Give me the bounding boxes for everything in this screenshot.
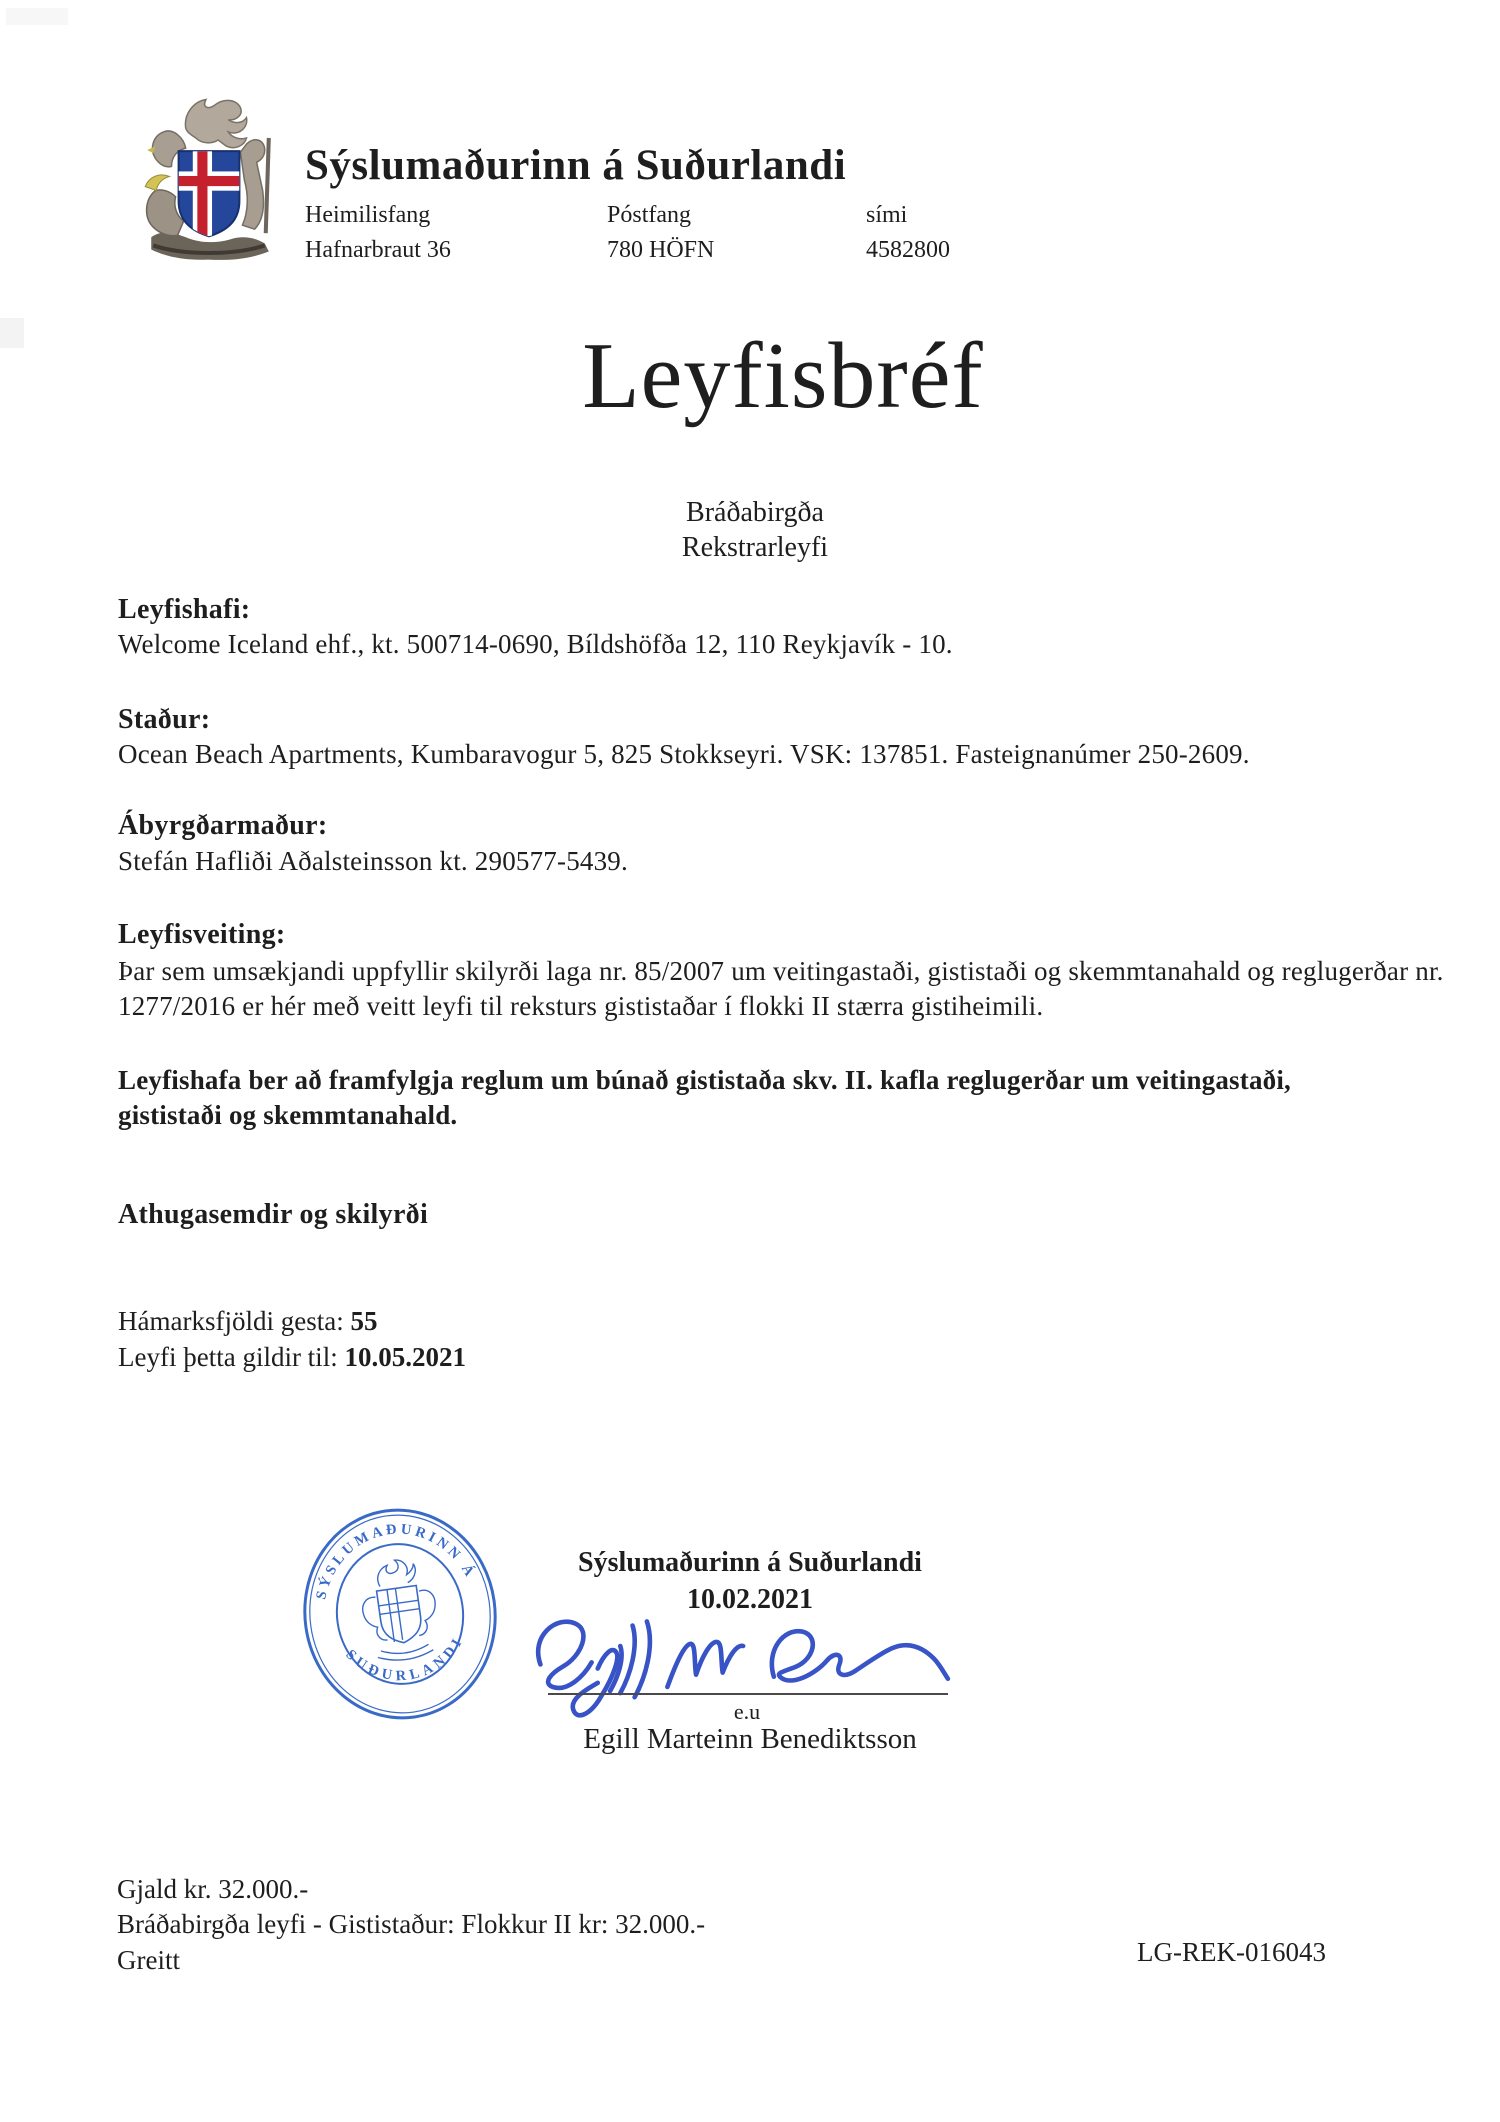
phone-value: 4582800 bbox=[866, 237, 950, 263]
section-heading-remarks: Athugasemdir og skilyrði bbox=[118, 1199, 429, 1230]
reference-number: LG-REK-016043 bbox=[1137, 1937, 1326, 1967]
stamp-top-text: SÝSLUMAÐURINN Á bbox=[313, 1521, 479, 1602]
address-label: Heimilisfang bbox=[305, 202, 431, 228]
licensee-text: Welcome Iceland ehf., kt. 500714-0690, Bíldshöfða 12, 110 Reykjavík - 10. bbox=[118, 629, 953, 659]
subtitle-line1: Bráðabirgða bbox=[686, 497, 824, 528]
section-heading-grant: Leyfisveiting: bbox=[118, 919, 286, 950]
location-text: Ocean Beach Apartments, Kumbaravogur 5, 825 Stokkseyri. VSK: 137851. Fasteignanúmer 250-2609. bbox=[118, 739, 1250, 769]
section-heading-responsible: Ábyrgðarmaður: bbox=[118, 810, 328, 841]
valid-until-label: Leyfi þetta gildir til: bbox=[118, 1342, 345, 1372]
section-heading-licensee: Leyfishafi: bbox=[118, 594, 251, 625]
section-heading-location: Staður: bbox=[118, 704, 211, 735]
responsible-text: Stefán Hafliði Aðalsteinsson kt. 290577-5439. bbox=[118, 846, 628, 876]
svg-text:SUÐURLANDI bbox=[341, 1631, 472, 1693]
signatory-name: Egill Marteinn Benediktsson bbox=[583, 1723, 917, 1755]
address-value: Hafnarbraut 36 bbox=[305, 237, 451, 263]
signature-date: 10.02.2021 bbox=[687, 1584, 813, 1615]
phone-label: sími bbox=[866, 202, 908, 228]
document-title: Leyfisbréf bbox=[582, 324, 984, 428]
limits-block bbox=[118, 1303, 466, 1375]
paid-status: Greitt bbox=[117, 1945, 180, 1975]
valid-until-value: 10.05.2021 bbox=[344, 1342, 466, 1372]
valid-until-line bbox=[118, 1339, 466, 1375]
license-type-line: Bráðabirgða leyfi - Gististaður: Flokkur II kr: 32.000.- bbox=[117, 1909, 706, 1939]
subtitle-line2: Rekstrarleyfi bbox=[681, 532, 829, 563]
max-guests-value: 55 bbox=[350, 1306, 378, 1336]
max-guests-label: Hámarksfjöldi gesta: bbox=[118, 1306, 351, 1336]
scan-artifact bbox=[6, 8, 68, 25]
org-name: Sýslumaðurinn á Suðurlandi bbox=[305, 142, 847, 189]
stamp-bottom-text: SUÐURLANDI bbox=[342, 1632, 468, 1685]
signature-line bbox=[548, 1693, 948, 1695]
postal-label: Póstfang bbox=[607, 202, 691, 228]
signature-eu: e.u bbox=[733, 1699, 761, 1724]
signature-office: Sýslumaðurinn á Suðurlandi bbox=[578, 1547, 922, 1578]
fee-line: Gjald kr. 32.000.- bbox=[117, 1874, 309, 1904]
grant-text: Þar sem umsækjandi uppfyllir skilyrði laga nr. 85/2007 um veitingastaði, gististaði og skemmtanahald og reglugerðar nr. 1277/2016 er hér með veitt leyfi til reksturs gististaðar í flokki II stærra gistiheimili. bbox=[118, 956, 1444, 1021]
coat-of-arms-logo bbox=[133, 93, 285, 261]
max-guests-line bbox=[118, 1303, 466, 1339]
grant-bold-note: Leyfishafa ber að framfylgja reglum um búnað gististaða skv. II. kafla reglugerðar um veitingastaði, gististaði og skemmtanahald. bbox=[118, 1065, 1292, 1130]
postal-value: 780 HÖFN bbox=[607, 237, 715, 263]
